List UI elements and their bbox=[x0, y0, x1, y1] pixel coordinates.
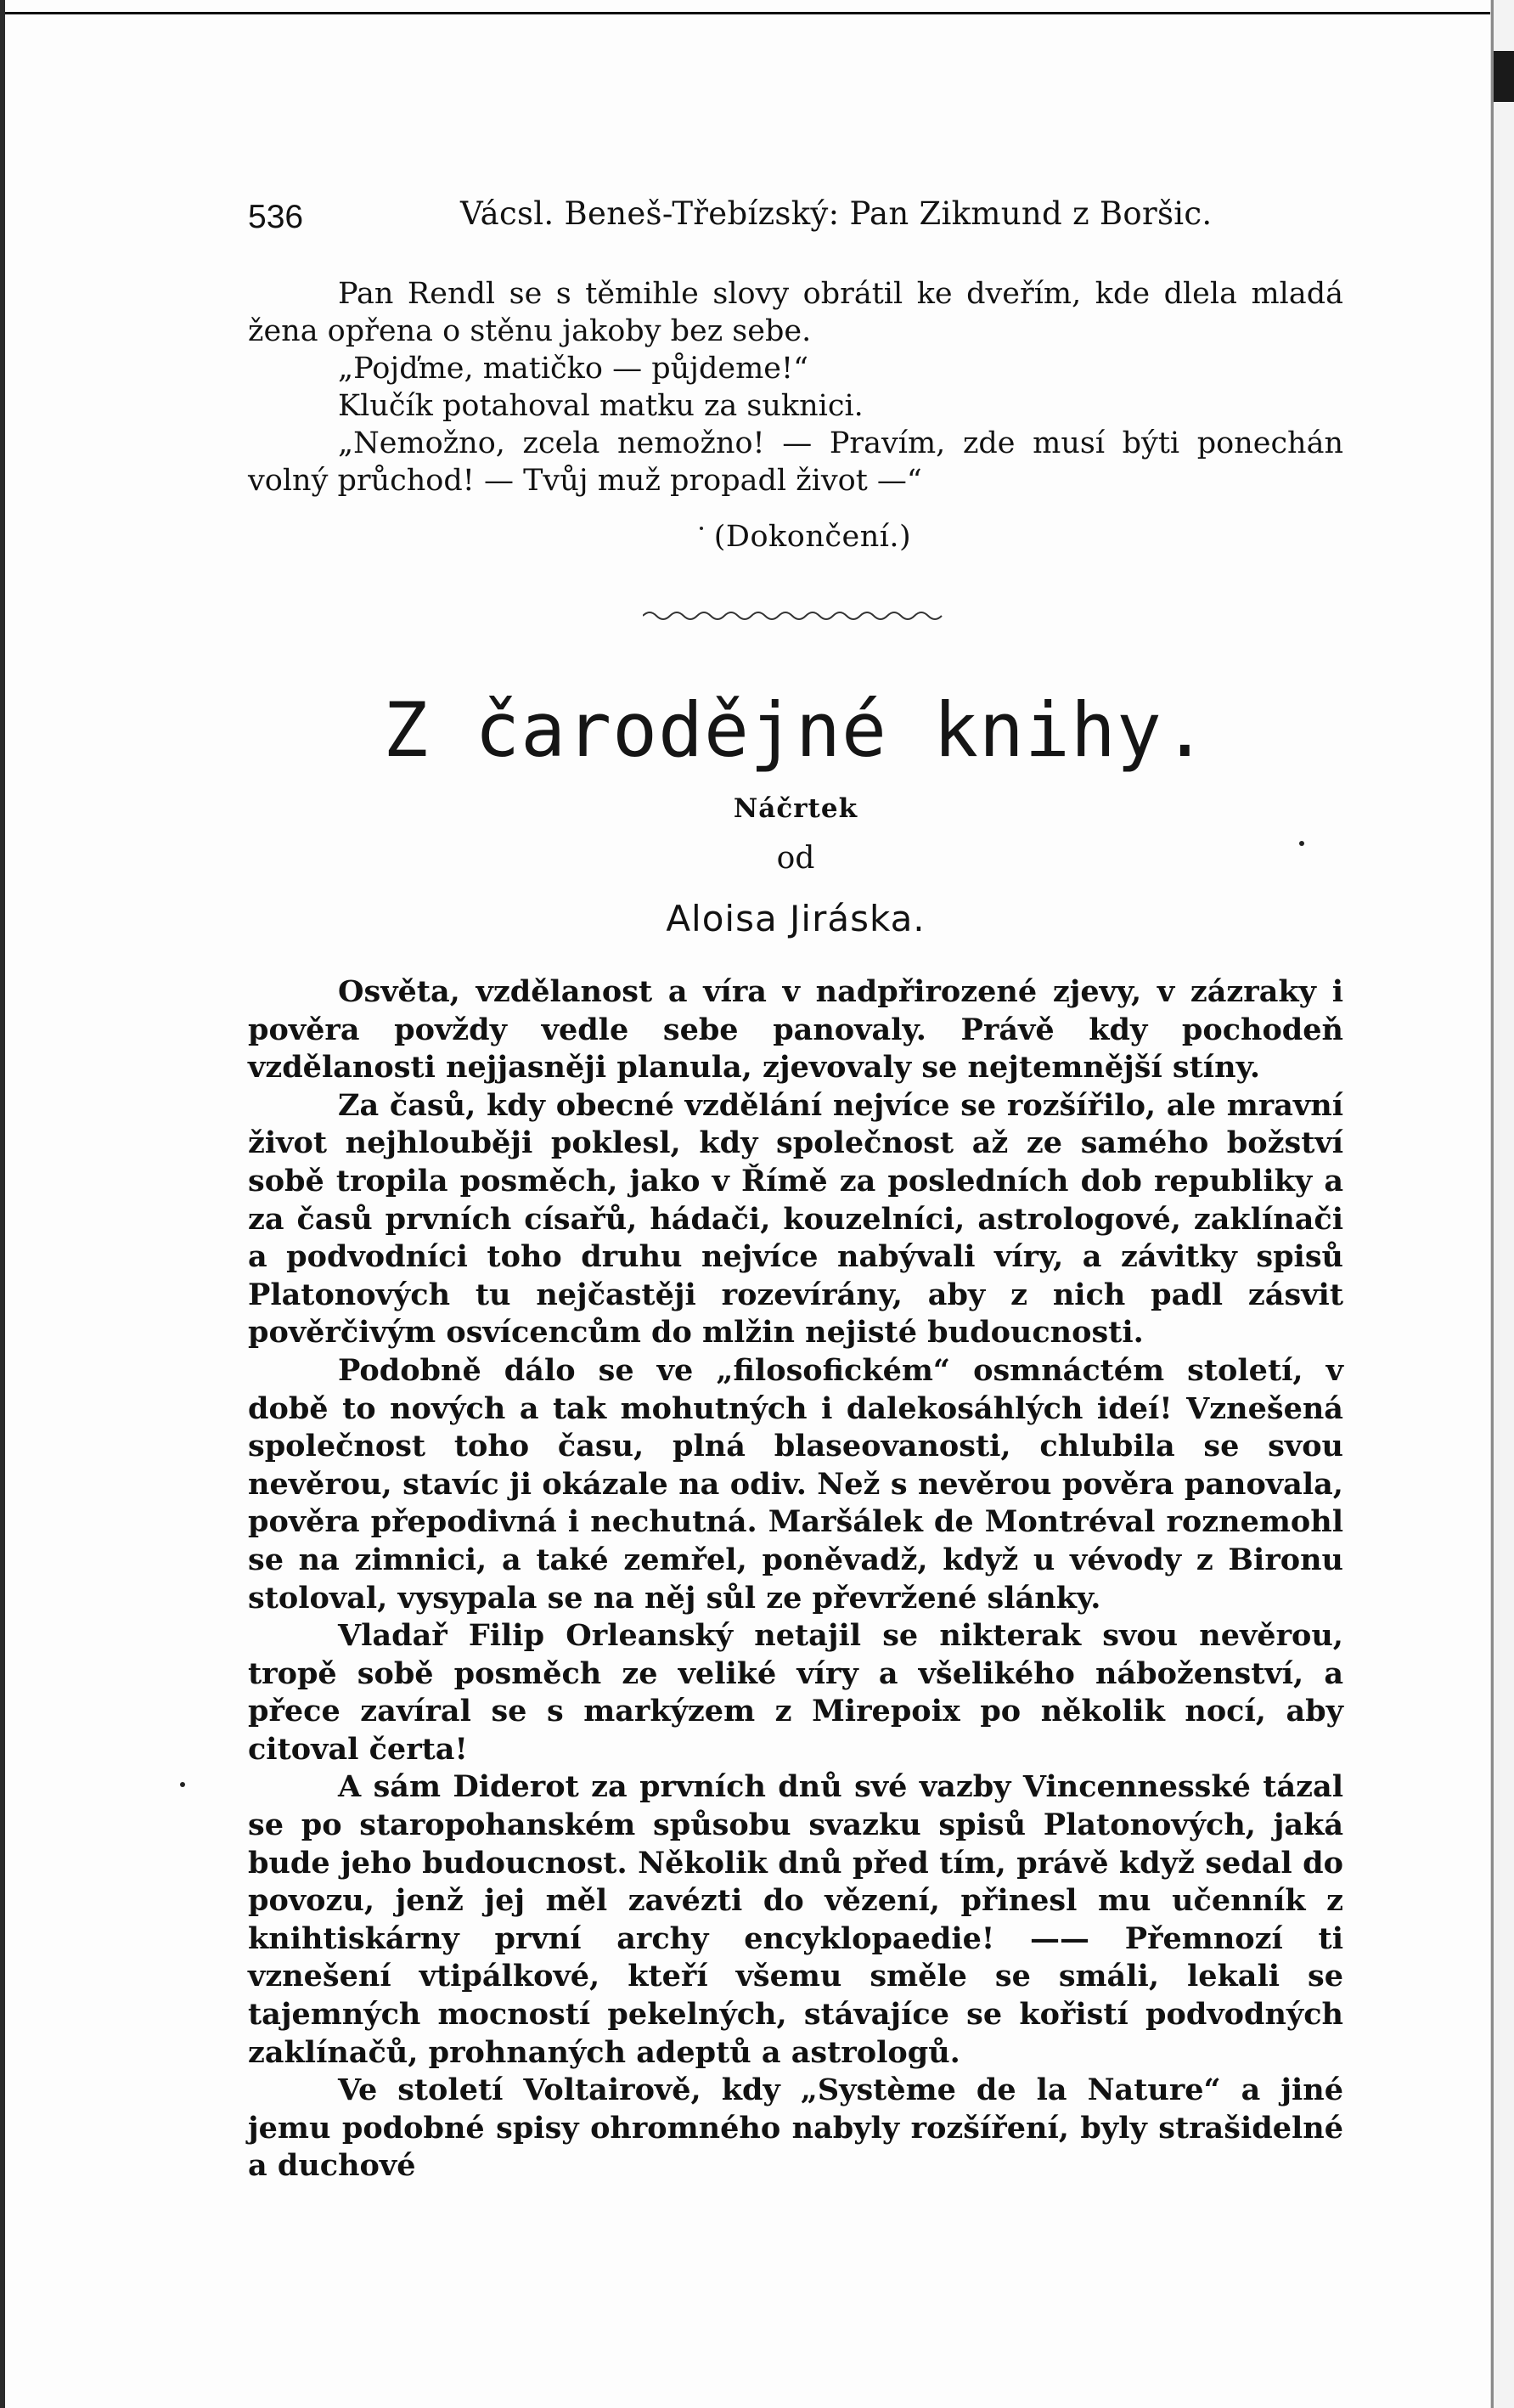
body-paragraph: Za časů, kdy obecné vzdělání nejvíce se rozšířilo, ale mravní život nejhlouběji poklesl, kdy společnost až ze samého božství sobě tropila posměch, jako v Římě za posledních dob republiky a za časů prvních císařů, hádači, kouzelníci, astrologové, zaklínači a podvodníci toho druhu nejvíce nabývali víry, a závitky spisů Platonových tu nejčastěji rozevírány, aby z nich padl zásvit pověrčivým osvícencům do mlžin nejisté budoucnosti. bbox=[248, 1087, 1343, 1351]
body-paragraph: Vladař Filip Orleanský netajil se nikterak svou nevěrou, tropě sobě posměch ze veliké víry a všelikého náboženství, a přece zavíral se s markýzem z Mirepoix po několik nocí, aby citoval čerta! bbox=[248, 1618, 1343, 1767]
story-paragraph: Klučík potahoval matku za suknici. bbox=[338, 389, 864, 423]
article-body bbox=[248, 973, 1343, 2185]
speck bbox=[180, 1782, 185, 1787]
wavy-line-icon bbox=[643, 606, 948, 626]
story-paragraph: „Nemožno, zcela nemožno! — Pravím, zde musí býti ponechán volný průchod! — Tvůj muž propadl život —“ bbox=[248, 426, 1343, 498]
right-page-edge bbox=[1491, 0, 1514, 2408]
article-title: Z čarodějné knihy. bbox=[383, 686, 1208, 774]
ornament-divider bbox=[248, 600, 1343, 623]
edge-tab bbox=[1494, 51, 1514, 102]
body-paragraph: Ve století Voltairově, kdy „Système de la Nature“ a jiné jemu podobné spisy ohromného nabyly rozšíření, byly strašidelné a duchové bbox=[248, 2072, 1343, 2184]
story-paragraph: Pan Rendl se s těmihle slovy obrátil ke dveřím, kde dlela mladá žena opřena o stěnu jakoby bez sebe. bbox=[248, 277, 1343, 348]
running-title: Vácsl. Beneš-Třebízský: Pan Zikmund z Boršic. bbox=[460, 195, 1213, 232]
page-content bbox=[248, 189, 1343, 2185]
continuation-note: (Dokončení.) bbox=[713, 520, 912, 554]
page-number: 536 bbox=[248, 199, 304, 235]
body-paragraph: Podobně dálo se ve „filosofickém“ osmnáctém století, v době to nových a tak mohutných i dalekosáhlých ideí! Vznešená společnost toho času, plná blaseovanosti, chlubila se svou nevěrou, stavíc ji okázale na odiv. Než s nevěrou pověra panovala, pověra přepodivná i nechutná. Maršálek de Montréval roznemohl se na zimnici, a také zemřel, poněvadž, když u vévody z Bironu stoloval, vysypala se na něj sůl ze převržené slánky. bbox=[248, 1352, 1343, 1616]
top-border bbox=[0, 0, 1514, 14]
story-ending bbox=[248, 275, 1343, 555]
body-paragraph: Osvěta, vzdělanost a víra v nadpřirozené zjevy, v zázraky i pověra povždy vedle sebe panovaly. Právě kdy pochodeň vzdělanosti nejjasněji planula, zjevovaly se nejtemnější stíny. bbox=[248, 974, 1343, 1086]
left-page-edge bbox=[0, 0, 5, 2408]
body-paragraph: A sám Diderot za prvních dnů své vazby Vincennesské tázal se po staropohanském spůsobu svazku spisů Platonových, jaká bude jeho budoucnost. Několik dnů před tím, právě když sedal do povozu, jenž jej měl zavézti do vězení, přinesl mu učenník z knihtiskárny první archy encyklopaedie! —— Přemnozí ti vznešení vtipálkové, kteří všemu směle se smáli, lekali se tajemných mocností pekelných, stávajíce se kořistí podvodných zaklínačů, prohnaných adeptů a astrologů. bbox=[248, 1769, 1343, 2070]
article-subtitle: Náčrtek bbox=[733, 793, 858, 824]
byline-prefix: od bbox=[776, 841, 815, 876]
story-paragraph: „Pojďme, matičko — půjdeme!“ bbox=[338, 352, 808, 386]
author-name: Aloisa Jiráska. bbox=[666, 898, 926, 939]
page-header bbox=[248, 189, 1343, 240]
